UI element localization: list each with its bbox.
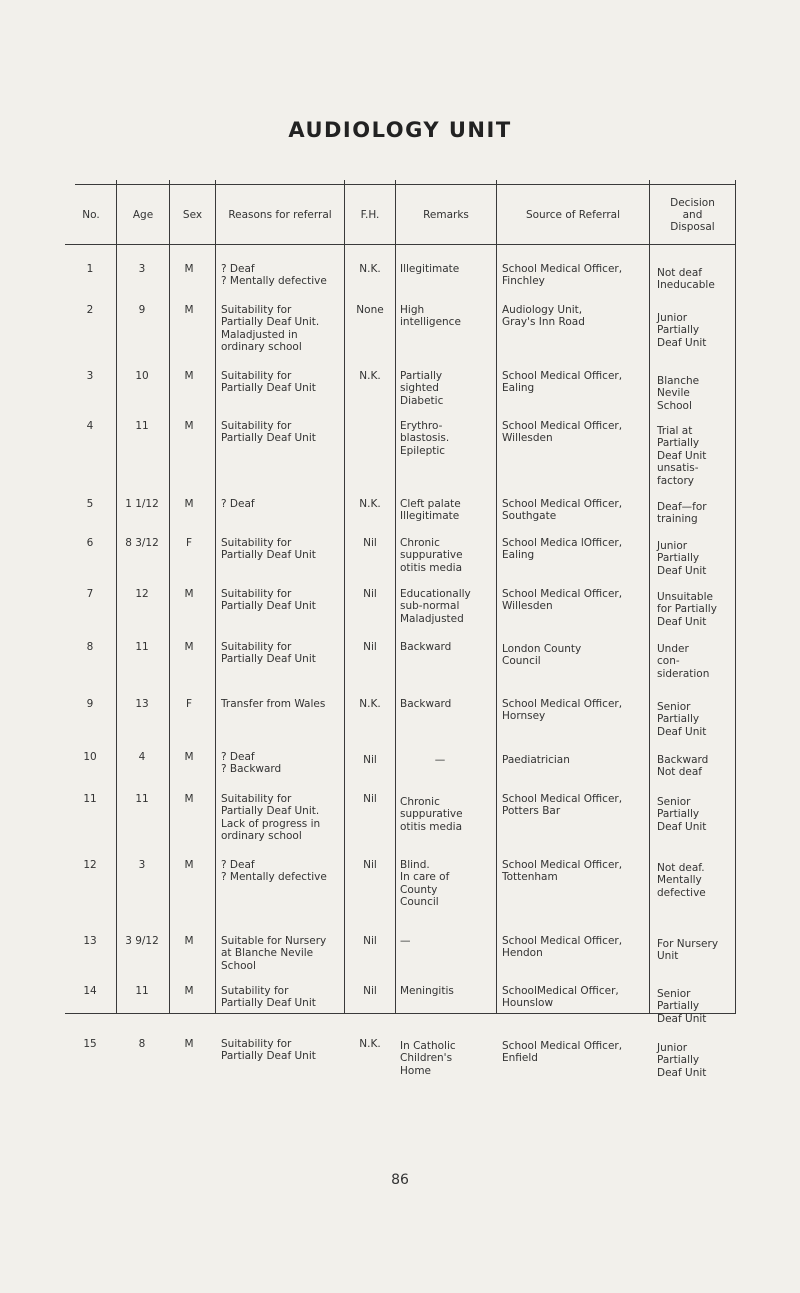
page-number: 86 xyxy=(391,1172,409,1188)
cell-remarks: Chronic suppurative otitis media xyxy=(400,796,463,833)
cell-no: 12 xyxy=(83,859,97,871)
cell-reasons: ? Deaf ? Mentally defective xyxy=(221,263,327,288)
cell-remarks: Blind. In care of County Council xyxy=(400,859,450,909)
cell-remarks: Chronic suppurative otitis media xyxy=(400,537,463,574)
page-title: AUDIOLOGY UNIT xyxy=(288,118,512,142)
header-fh: F.H. xyxy=(360,208,380,221)
cell-sex: M xyxy=(184,588,194,600)
cell-age: 11 xyxy=(135,793,149,805)
cell-age: 10 xyxy=(135,370,149,382)
cell-decision: Deaf—for training xyxy=(657,501,707,526)
cell-remarks: — xyxy=(400,935,411,947)
cell-remarks: Meningitis xyxy=(400,985,454,997)
cell-source: Paediatrician xyxy=(502,754,570,766)
cell-reasons: Suitability for Partially Deaf Unit. Lack of progress in ordinary school xyxy=(221,793,321,843)
cell-reasons: Sutability for Partially Deaf Unit xyxy=(221,985,316,1010)
cell-age: 11 xyxy=(135,420,149,432)
cell-source: School Medical Officer, Potters Bar xyxy=(502,793,623,818)
cell-age: 12 xyxy=(135,588,149,600)
cell-decision: Junior Partially Deaf Unit xyxy=(657,540,707,577)
cell-age: 8 xyxy=(138,1038,146,1050)
cell-fh: None xyxy=(356,304,384,316)
cell-decision: Under con- sideration xyxy=(657,643,710,680)
cell-age: 3 9/12 xyxy=(125,935,159,947)
cell-reasons: ? Deaf xyxy=(221,498,255,510)
cell-decision: Blanche Nevile School xyxy=(657,375,700,412)
cell-source: London County Council xyxy=(502,643,582,668)
cell-age: 4 xyxy=(138,751,146,763)
header-reasons: Reasons for referral xyxy=(228,208,332,221)
cell-sex: M xyxy=(184,751,194,763)
cell-age: 9 xyxy=(138,304,146,316)
cell-source: School Medical Officer, Southgate xyxy=(502,498,623,523)
cell-no: 7 xyxy=(86,588,94,600)
cell-reasons: Suitable for Nursery at Blanche Nevile School xyxy=(221,935,327,972)
cell-fh: N.K. xyxy=(359,370,381,382)
cell-no: 13 xyxy=(83,935,97,947)
cell-source: School Medical Officer, Enfield xyxy=(502,1040,623,1065)
cell-sex: M xyxy=(184,793,194,805)
cell-no: 14 xyxy=(83,985,97,997)
cell-sex: M xyxy=(184,859,194,871)
cell-source: School Medical Officer, Tottenham xyxy=(502,859,623,884)
cell-decision: Senior Partially Deaf Unit xyxy=(657,796,707,833)
cell-decision: Senior Partially Deaf Unit xyxy=(657,988,707,1025)
cell-sex: M xyxy=(184,935,194,947)
cell-no: 6 xyxy=(86,537,94,549)
cell-reasons: Transfer from Wales xyxy=(221,698,326,710)
cell-fh: N.K. xyxy=(359,698,381,710)
table-bottom-rule xyxy=(65,1013,736,1014)
cell-source: School Medica lOfficer, Ealing xyxy=(502,537,623,562)
cell-fh: Nil xyxy=(363,537,377,549)
cell-fh: N.K. xyxy=(359,498,381,510)
cell-no: 11 xyxy=(83,793,97,805)
column-divider xyxy=(496,180,497,1013)
cell-decision: Backward Not deaf xyxy=(657,754,709,779)
cell-sex: M xyxy=(184,263,194,275)
cell-fh: Nil xyxy=(363,588,377,600)
cell-decision: Trial at Partially Deaf Unit unsatis- factory xyxy=(657,425,707,487)
cell-decision: Not deaf Ineducable xyxy=(657,267,715,292)
cell-age: 3 xyxy=(138,263,146,275)
cell-no: 15 xyxy=(83,1038,97,1050)
table-top-rule xyxy=(75,184,735,185)
cell-reasons: Suitability for Partially Deaf Unit xyxy=(221,1038,316,1063)
cell-source: School Medical Officer, Finchley xyxy=(502,263,623,288)
cell-fh: Nil xyxy=(363,793,377,805)
cell-remarks: Illegitimate xyxy=(400,263,460,275)
cell-age: 8 3/12 xyxy=(125,537,159,549)
cell-no: 9 xyxy=(86,698,94,710)
cell-sex: M xyxy=(184,498,194,510)
cell-fh: Nil xyxy=(363,754,377,766)
cell-decision: For Nursery Unit xyxy=(657,938,719,963)
cell-reasons: ? Deaf ? Mentally defective xyxy=(221,859,327,884)
cell-fh: Nil xyxy=(363,985,377,997)
cell-fh: N.K. xyxy=(359,263,381,275)
cell-remarks: Educationally sub-normal Maladjusted xyxy=(400,588,471,625)
cell-fh: Nil xyxy=(363,935,377,947)
cell-age: 11 xyxy=(135,985,149,997)
cell-sex: M xyxy=(184,370,194,382)
header-age: Age xyxy=(132,208,154,221)
cell-age: 13 xyxy=(135,698,149,710)
header-decision: Decision and Disposal xyxy=(670,196,715,233)
header-no: No. xyxy=(82,208,100,221)
cell-reasons: Suitability for Partially Deaf Unit. Maladjusted in ordinary school xyxy=(221,304,320,354)
header-remarks: Remarks xyxy=(423,208,469,221)
cell-source: Audiology Unit, Gray's Inn Road xyxy=(502,304,585,329)
cell-fh: N.K. xyxy=(359,1038,381,1050)
header-sex: Sex xyxy=(182,208,203,221)
cell-source: School Medical Officer, Willesden xyxy=(502,588,623,613)
cell-no: 10 xyxy=(83,751,97,763)
cell-sex: M xyxy=(184,1038,194,1050)
cell-sex: M xyxy=(184,304,194,316)
cell-remarks: — xyxy=(434,754,446,766)
cell-no: 5 xyxy=(86,498,94,510)
cell-sex: M xyxy=(184,985,194,997)
cell-remarks: Backward xyxy=(400,698,452,710)
cell-decision: Unsuitable for Partially Deaf Unit xyxy=(657,591,717,628)
cell-source: School Medical Officer, Willesden xyxy=(502,420,623,445)
cell-no: 4 xyxy=(86,420,94,432)
cell-age: 3 xyxy=(138,859,146,871)
cell-sex: M xyxy=(184,420,194,432)
cell-reasons: ? Deaf ? Backward xyxy=(221,751,282,776)
cell-remarks: Backward xyxy=(400,641,452,653)
cell-sex: M xyxy=(184,641,194,653)
cell-reasons: Suitability for Partially Deaf Unit xyxy=(221,588,316,613)
cell-decision: Junior Partially Deaf Unit xyxy=(657,312,707,349)
cell-remarks: High intelligence xyxy=(400,304,461,329)
header-source: Source of Referral xyxy=(525,208,621,221)
cell-sex: F xyxy=(185,698,193,710)
cell-age: 11 xyxy=(135,641,149,653)
cell-no: 3 xyxy=(86,370,94,382)
cell-source: SchoolMedical Officer, Hounslow xyxy=(502,985,619,1010)
cell-remarks: Erythro- blastosis. Epileptic xyxy=(400,420,450,457)
cell-reasons: Suitability for Partially Deaf Unit xyxy=(221,641,316,666)
cell-age: 1 1/12 xyxy=(125,498,159,510)
cell-remarks: Cleft palate Illegitimate xyxy=(400,498,461,523)
cell-no: 1 xyxy=(86,263,94,275)
cell-reasons: Suitability for Partially Deaf Unit xyxy=(221,420,316,445)
cell-source: School Medical Officer, Hornsey xyxy=(502,698,623,723)
cell-decision: Not deaf. Mentally defective xyxy=(657,862,706,899)
cell-no: 8 xyxy=(86,641,94,653)
header-rule xyxy=(65,244,736,245)
cell-reasons: Suitability for Partially Deaf Unit xyxy=(221,537,316,562)
cell-remarks: Partially sighted Diabetic xyxy=(400,370,444,407)
cell-remarks: In Catholic Children's Home xyxy=(400,1040,456,1077)
cell-fh: Nil xyxy=(363,641,377,653)
cell-source: School Medical Officer, Hendon xyxy=(502,935,623,960)
cell-sex: F xyxy=(185,537,193,549)
column-divider xyxy=(215,180,216,1013)
cell-decision: Senior Partially Deaf Unit xyxy=(657,701,707,738)
cell-decision: Junior Partially Deaf Unit xyxy=(657,1042,707,1079)
cell-reasons: Suitability for Partially Deaf Unit xyxy=(221,370,316,395)
cell-no: 2 xyxy=(86,304,94,316)
cell-source: School Medical Officer, Ealing xyxy=(502,370,623,395)
cell-fh: Nil xyxy=(363,859,377,871)
